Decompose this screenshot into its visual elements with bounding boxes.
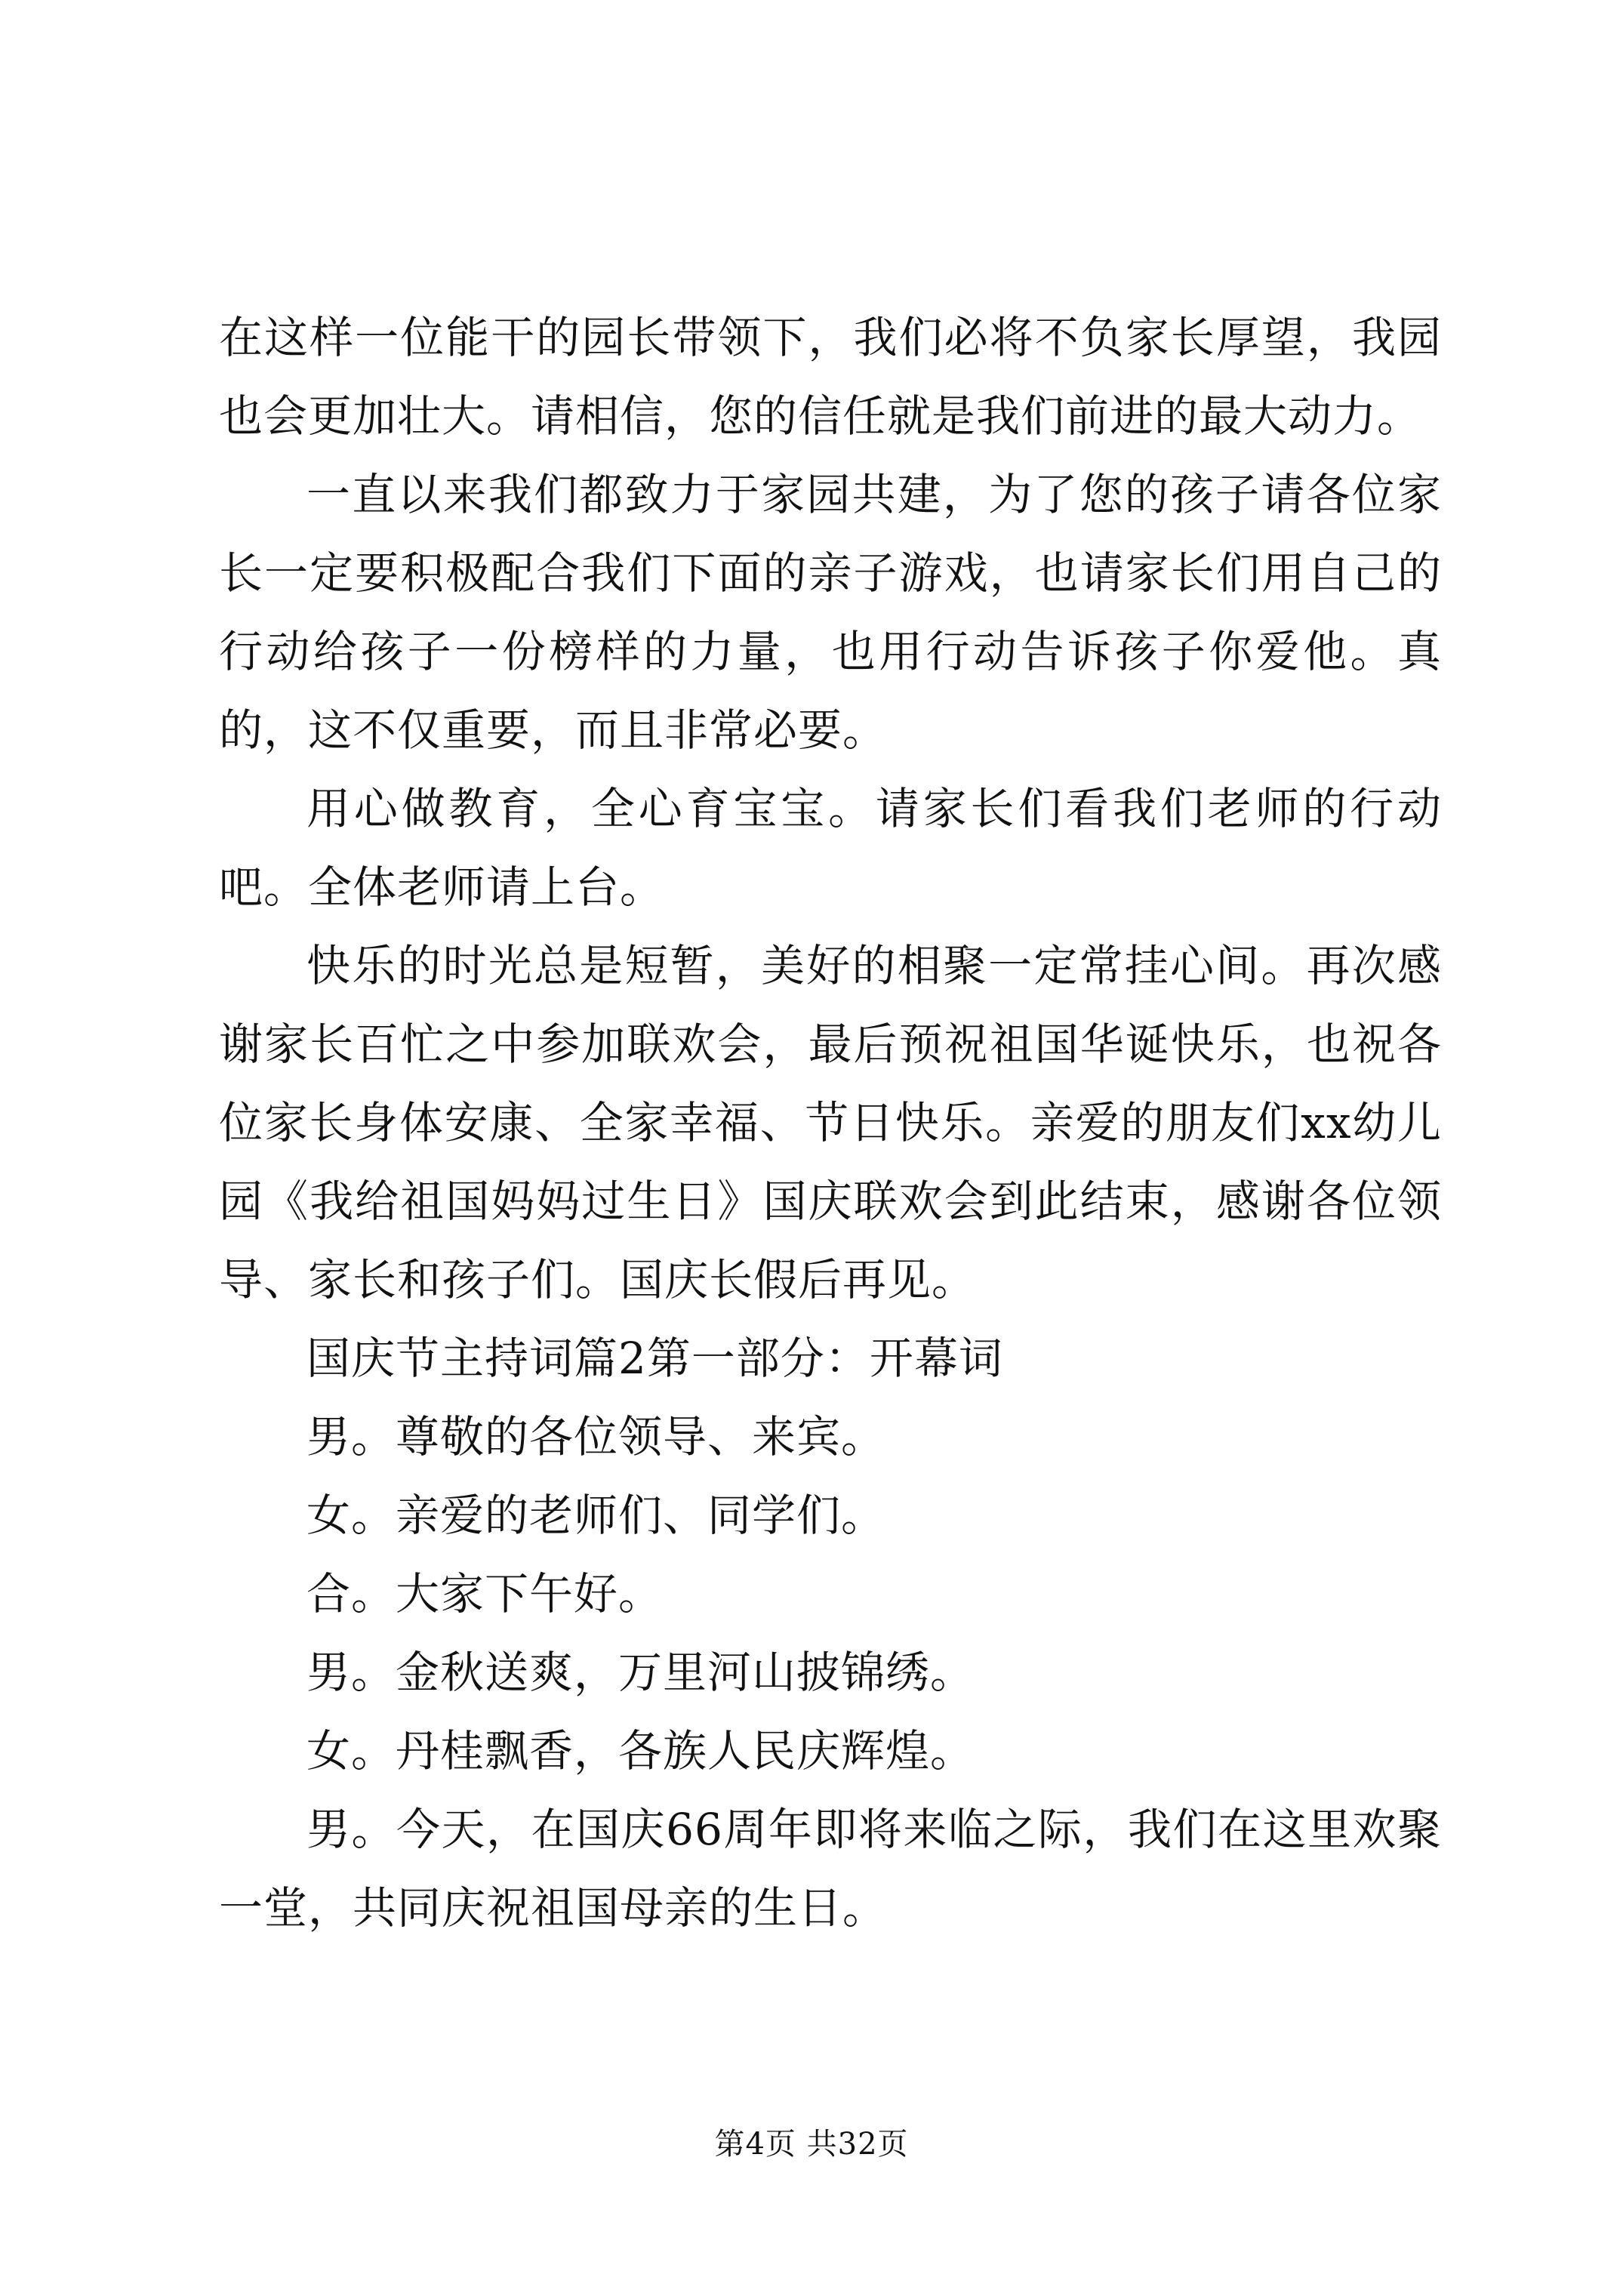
dialogue-line: 男。金秋送爽，万里河山披锦绣。 [306, 1647, 975, 1698]
document-body [219, 298, 1442, 1947]
dialogue-line: 男。今天，在国庆66周年即将来临之际，我们在这里欢聚一堂，共同庆祝祖国母亲的生日。 [219, 1804, 1442, 1934]
paragraph: 一直以来我们都致力于家园共建，为了您的孩子请各位家长一定要积极配合我们下面的亲子游戏，也请家长们用自己的行动给孩子一份榜样的力量，也用行动告诉孩子你爱他。真的，这不仅重要，而且非常必要。 [219, 469, 1442, 756]
section-heading: 国庆节主持词篇2第一部分：开幕词 [306, 1333, 1003, 1384]
page-number-footer: 第4页 共32页 [714, 2127, 909, 2162]
dialogue-line: 女。亲爱的老师们、同学们。 [306, 1490, 886, 1541]
paragraph-continued: 在这样一位能干的园长带领下，我们必将不负家长厚望，我园也会更加壮大。请相信，您的信任就是我们前进的最大动力。 [219, 312, 1442, 442]
dialogue-line: 女。丹桂飘香，各族人民庆辉煌。 [306, 1725, 975, 1777]
dialogue-line: 合。大家下午好。 [306, 1568, 664, 1620]
paragraph: 快乐的时光总是短暂，美好的相聚一定常挂心间。再次感谢家长百忙之中参加联欢会，最后预祝祖国华诞快乐，也祝各位家长身体安康、全家幸福、节日快乐。亲爱的朋友们xx幼儿园《我给祖国妈妈过生日》国庆联欢会到此结束，感谢各位领导、家长和孩子们。国庆长假后再见。 [219, 940, 1442, 1305]
dialogue-line: 男。尊敬的各位领导、来宾。 [306, 1411, 886, 1462]
paragraph: 用心做教育，全心育宝宝。请家长们看我们老师的行动吧。全体老师请上台。 [219, 783, 1442, 913]
